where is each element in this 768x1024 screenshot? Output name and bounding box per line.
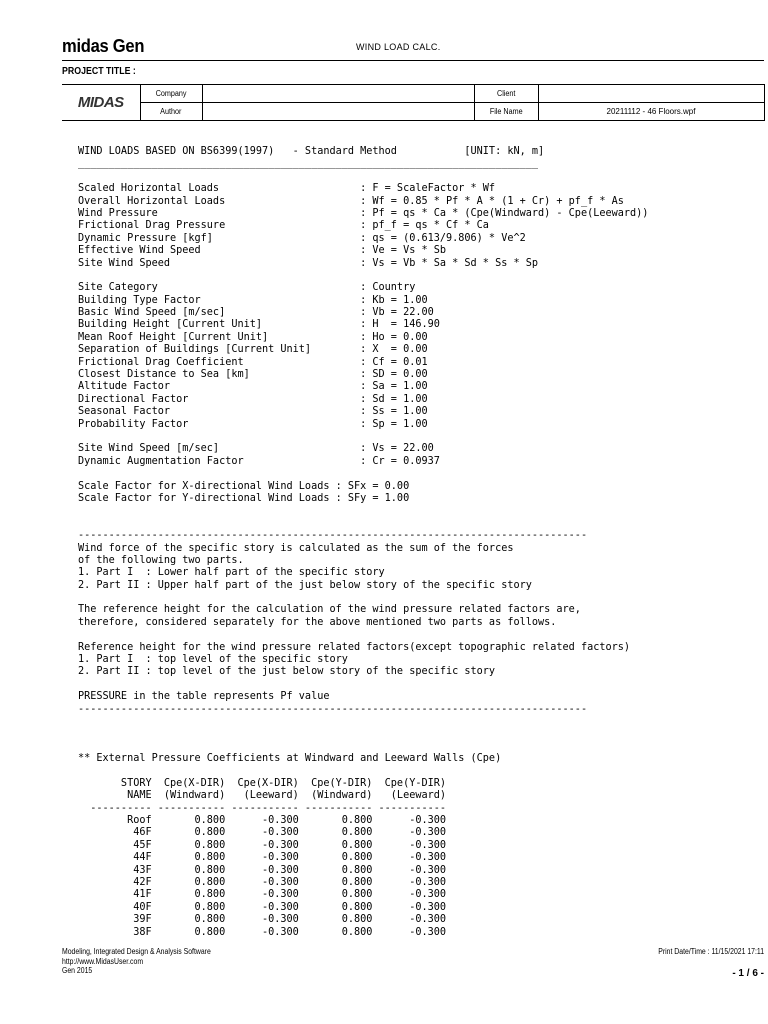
report-line: Dynamic Pressure [kgf] : qs = (0.613/9.806) * Ve^2 [78, 232, 526, 244]
report-line: Scale Factor for Y-directional Wind Loads : SFy = 1.00 [78, 492, 410, 504]
client-value [538, 85, 764, 103]
report-line: WIND LOADS BASED ON BS6399(1997) - Standard Method [UNIT: kN, m] [78, 146, 545, 157]
report-line: Overall Horizontal Loads : Wf = 0.85 * Pf * A * (1 + Cr) + pf_f * As [78, 195, 624, 207]
report-line: 2. Part II : top level of the just below story of the specific story [78, 666, 496, 678]
report-line: Mean Roof Height [Current Unit] : Ho = 0.00 [78, 331, 428, 343]
report-line: Separation of Buildings [Current Unit] : X = 0.00 [78, 344, 428, 356]
report-line: Site Wind Speed : Vs = Vb * Sa * Sd * Ss * Sp [78, 257, 539, 269]
report-line: ___________________________________________________________________________ [78, 158, 539, 170]
filename-value: 20211112 - 46 Floors.wpf [538, 103, 764, 121]
report-line: Scale Factor for X-directional Wind Loads : SFx = 0.00 [78, 480, 410, 492]
footer-line-3: Gen 2015 [62, 966, 93, 976]
report-line: Site Wind Speed [m/sec] : Vs = 22.00 [78, 443, 434, 455]
report-body [78, 146, 758, 939]
footer-software-info [62, 947, 211, 976]
author-label-cell [140, 103, 202, 121]
report-line: Effective Wind Speed : Ve = Vs * Sb [78, 245, 447, 257]
report-line: Site Category : Country [78, 282, 416, 294]
report-line: 2. Part II : Upper half part of the just below story of the specific story [78, 579, 532, 591]
report-line [78, 741, 758, 753]
report-line [78, 716, 758, 728]
report-line [78, 505, 758, 517]
report-line: Roof 0.800 -0.300 0.800 -0.300 [78, 815, 447, 827]
report-line [78, 171, 758, 183]
midas-logo [62, 85, 140, 121]
report-line: Basic Wind Speed [m/sec] : Vb = 22.00 [78, 307, 434, 319]
report-line: Directional Factor : Sd = 1.00 [78, 393, 428, 405]
client-label-cell [474, 85, 538, 103]
report-line: ----------------------------------------------------------------------------------- [78, 703, 588, 715]
report-line: of the following two parts. [78, 554, 244, 566]
report-line [78, 679, 758, 691]
report-line: 45F 0.800 -0.300 0.800 -0.300 [78, 839, 447, 851]
report-line [78, 592, 758, 604]
report-line: 41F 0.800 -0.300 0.800 -0.300 [78, 889, 447, 901]
client-label: Client [496, 89, 516, 98]
report-line: The reference height for the calculation of the wind pressure related factors are, [78, 604, 581, 616]
report-line: Frictional Drag Coefficient : Cf = 0.01 [78, 356, 428, 368]
report-line: Probability Factor : Sp = 1.00 [78, 418, 428, 430]
report-line: ----------------------------------------------------------------------------------- [78, 530, 588, 542]
report-line: Scaled Horizontal Loads : F = ScaleFactor * Wf [78, 183, 496, 195]
document-title: WIND LOAD CALC. [356, 42, 441, 52]
author-label: Author [160, 107, 182, 116]
report-line: Wind force of the specific story is calculated as the sum of the forces [78, 542, 514, 554]
print-date: Print Date/Time : 11/15/2021 17:11 [658, 947, 764, 956]
project-title-label: PROJECT TITLE : [62, 66, 136, 77]
report-line: Building Type Factor : Kb = 1.00 [78, 294, 428, 306]
report-line [78, 629, 758, 641]
report-line: NAME (Windward) (Leeward) (Windward) (Leeward) [78, 790, 447, 802]
report-line: Dynamic Augmentation Factor : Cr = 0.0937 [78, 455, 440, 467]
brand-title: midas Gen [62, 36, 145, 56]
report-line: ** External Pressure Coefficients at Windward and Leeward Walls (Cpe) [78, 753, 502, 765]
logo-text: MIDAS [77, 94, 124, 111]
report-line [78, 468, 758, 480]
report-line: Closest Distance to Sea [km] : SD = 0.00 [78, 369, 428, 381]
company-label: Company [155, 89, 187, 98]
report-line: PRESSURE in the table represents Pf value [78, 691, 330, 703]
report-line [78, 431, 758, 443]
report-line: Wind Pressure : Pf = qs * Ca * (Cpe(Windward) - Cpe(Leeward)) [78, 207, 649, 219]
report-line: 1. Part I : top level of the specific story [78, 654, 348, 666]
report-line [78, 518, 758, 530]
report-line: 42F 0.800 -0.300 0.800 -0.300 [78, 877, 447, 889]
report-line: 38F 0.800 -0.300 0.800 -0.300 [78, 926, 447, 938]
report-line: Altitude Factor : Sa = 1.00 [78, 381, 428, 393]
company-value [202, 85, 474, 103]
report-line: Seasonal Factor : Ss = 1.00 [78, 406, 428, 418]
report-line [78, 728, 758, 740]
filename-label: File Name [489, 107, 523, 116]
author-value [202, 103, 474, 121]
header-rule [62, 60, 764, 61]
report-line: Building Height [Current Unit] : H = 146.90 [78, 319, 440, 331]
report-line: 46F 0.800 -0.300 0.800 -0.300 [78, 827, 447, 839]
report-line: therefore, considered separately for the above mentioned two parts as follows. [78, 616, 557, 628]
company-label-cell [140, 85, 202, 103]
page-number: - 1 / 6 - [732, 968, 764, 979]
report-line: 44F 0.800 -0.300 0.800 -0.300 [78, 852, 447, 864]
report-line: STORY Cpe(X-DIR) Cpe(X-DIR) Cpe(Y-DIR) Cpe(Y-DIR) [78, 777, 447, 789]
footer-line-2: http://www.MidasUser.com [62, 956, 144, 966]
report-line: Reference height for the wind pressure related factors(except topographic related factors) [78, 641, 631, 653]
info-table [62, 84, 765, 121]
footer-line-1: Modeling, Integrated Design & Analysis Software [62, 947, 211, 956]
report-line: 43F 0.800 -0.300 0.800 -0.300 [78, 864, 447, 876]
report-line: 39F 0.800 -0.300 0.800 -0.300 [78, 914, 447, 926]
report-line: Frictional Drag Pressure : pf_f = qs * Cf * Ca [78, 220, 489, 232]
filename-label-cell [474, 103, 538, 121]
report-line: 1. Part I : Lower half part of the specific story [78, 567, 385, 579]
report-line [78, 766, 758, 778]
report-line: ---------- ----------- ----------- ----------- ----------- [78, 802, 447, 814]
report-line [78, 270, 758, 282]
report-line: 40F 0.800 -0.300 0.800 -0.300 [78, 901, 447, 913]
